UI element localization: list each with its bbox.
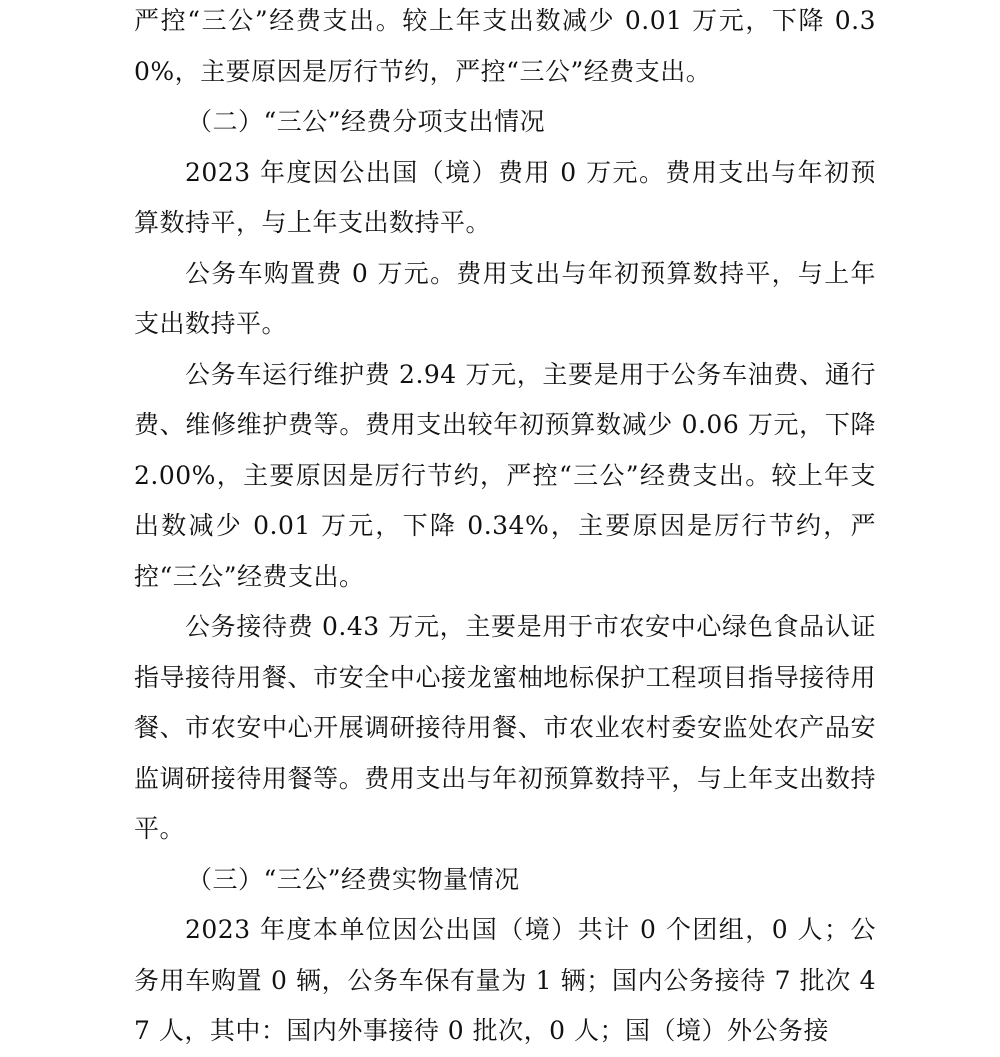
paragraph-vehicle-purchase: 公务车购置费 0 万元。费用支出与年初预算数持平，与上年支出数持平。 [134,258,876,338]
document-page [134,0,876,1057]
paragraph-continuation: 严控“三公”经费支出。较上年支出数减少 0.01 万元，下降 0.30%，主要原因是厉行节约，严控“三公”经费支出。 [134,6,876,86]
paragraph-overseas-travel: 2023 年度因公出国（境）费用 0 万元。费用支出与年初预算数持平，与上年支出数持平。 [134,157,876,237]
paragraph-reception: 公务接待费 0.43 万元，主要是用于市农安中心绿色食品认证指导接待用餐、市安全中心接龙蜜柚地标保护工程项目指导接待用餐、市农安中心开展调研接待用餐、市农业农村委安监处农产品安监调研接待用餐等。费用支出与年初预算数持平，与上年支出数持平。 [134,612,876,843]
section-heading-2: （二）“三公”经费分项支出情况 [187,107,546,136]
paragraph-physical-quantity: 2023 年度本单位因公出国（境）共计 0 个团组，0 人；公务用车购置 0 辆，公务车保有量为 1 辆；国内公务接待 7 批次 47 人，其中：国内外事接待 0 批次，0 人；国（境）外公务接 [134,915,876,1045]
paragraph-vehicle-operation: 公务车运行维护费 2.94 万元，主要是用于公务车油费、通行费、维修维护费等。费用支出较年初预算数减少 0.06 万元，下降 2.00%，主要原因是厉行节约，严控“三公”经费支出。较上年支出数减少 0.01 万元，下降 0.34%，主要原因是厉行节约，严控“三公”经费支出。 [134,359,876,591]
section-heading-3: （三）“三公”经费实物量情况 [187,864,520,894]
